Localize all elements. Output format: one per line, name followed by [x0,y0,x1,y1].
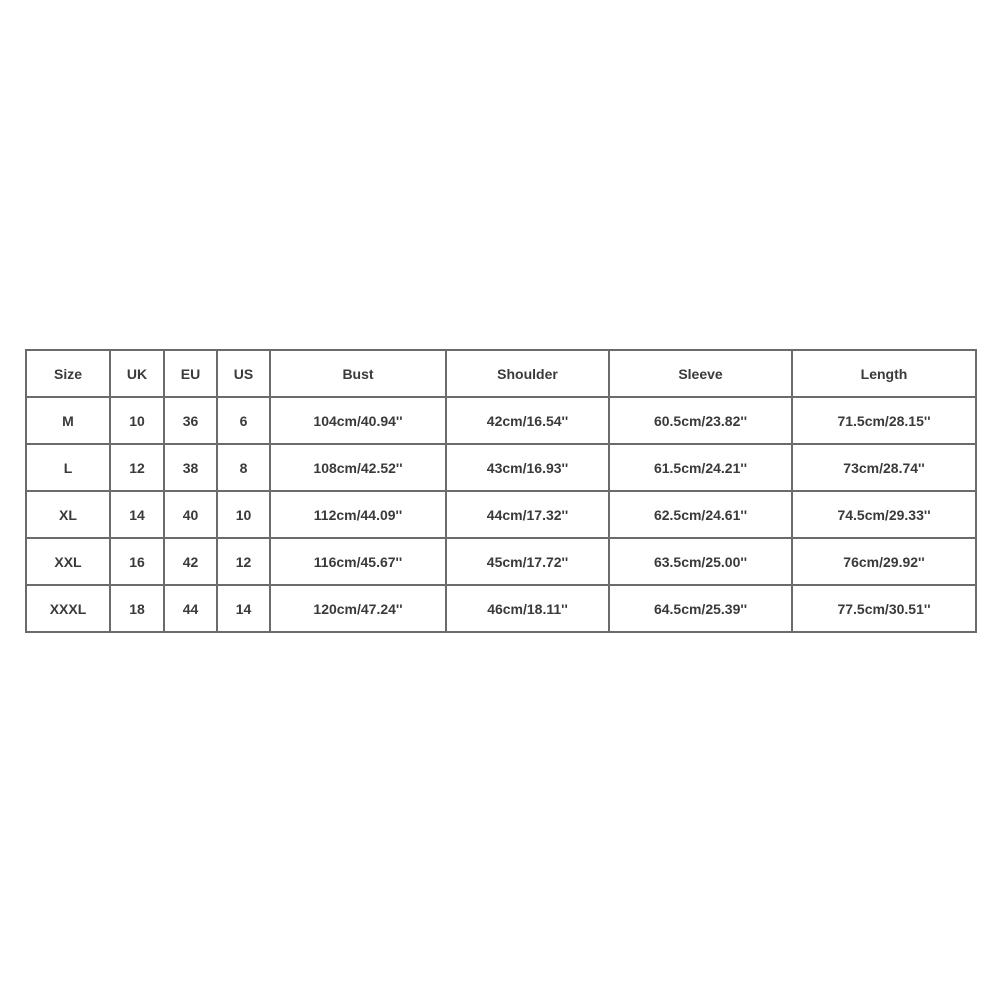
header-cell: Size [26,350,110,397]
header-cell: Length [792,350,976,397]
size-chart-table [25,349,977,633]
table-row [26,444,976,491]
table-header-row [26,350,976,397]
table-row [26,491,976,538]
table-cell: 46cm/18.11'' [446,585,609,632]
table-cell: 61.5cm/24.21'' [609,444,792,491]
table-cell: 10 [217,491,270,538]
table-cell: 64.5cm/25.39'' [609,585,792,632]
table-cell: 16 [110,538,164,585]
table-cell: 62.5cm/24.61'' [609,491,792,538]
table-cell: 44cm/17.32'' [446,491,609,538]
table-cell: 42cm/16.54'' [446,397,609,444]
table-cell: 73cm/28.74'' [792,444,976,491]
table-row [26,397,976,444]
header-cell: Sleeve [609,350,792,397]
table-cell: 71.5cm/28.15'' [792,397,976,444]
table-cell: M [26,397,110,444]
table-cell: L [26,444,110,491]
table-cell: 112cm/44.09'' [270,491,446,538]
table-cell: 14 [217,585,270,632]
table-row [26,538,976,585]
table-cell: 36 [164,397,217,444]
table-cell: 18 [110,585,164,632]
table-cell: 40 [164,491,217,538]
table-cell: 45cm/17.72'' [446,538,609,585]
header-cell: Shoulder [446,350,609,397]
table-cell: 60.5cm/23.82'' [609,397,792,444]
table-cell: 44 [164,585,217,632]
header-cell: Bust [270,350,446,397]
table-cell: 43cm/16.93'' [446,444,609,491]
header-cell: UK [110,350,164,397]
table-cell: 8 [217,444,270,491]
table-cell: 6 [217,397,270,444]
table-cell: 63.5cm/25.00'' [609,538,792,585]
table-cell: 10 [110,397,164,444]
table-cell: 74.5cm/29.33'' [792,491,976,538]
table-cell: 14 [110,491,164,538]
table-cell: XL [26,491,110,538]
table-cell: 108cm/42.52'' [270,444,446,491]
table-cell: 104cm/40.94'' [270,397,446,444]
table-row [26,585,976,632]
table-cell: 12 [110,444,164,491]
header-cell: US [217,350,270,397]
table-cell: 38 [164,444,217,491]
table-cell: 120cm/47.24'' [270,585,446,632]
table-cell: 116cm/45.67'' [270,538,446,585]
table-cell: 12 [217,538,270,585]
table-cell: 77.5cm/30.51'' [792,585,976,632]
table-cell: 76cm/29.92'' [792,538,976,585]
table-cell: 42 [164,538,217,585]
table-cell: XXXL [26,585,110,632]
table-cell: XXL [26,538,110,585]
header-cell: EU [164,350,217,397]
